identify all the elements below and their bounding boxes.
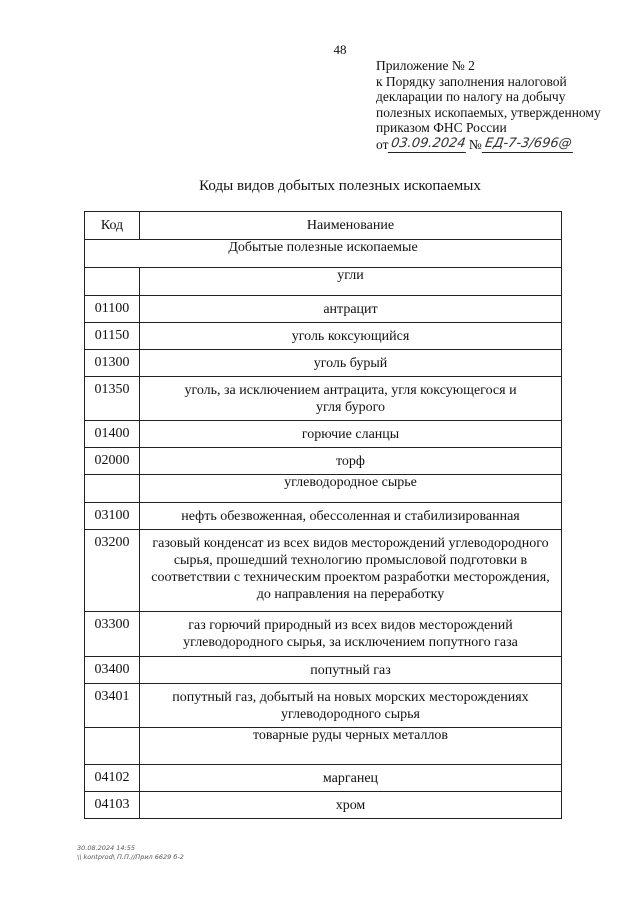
table-row	[85, 296, 562, 323]
header-name: Наименование	[140, 212, 562, 240]
name-cell: уголь, за исключением антрацита, угля коксующегося и угля бурого	[140, 377, 562, 421]
code-cell: 03401	[85, 684, 140, 728]
code-cell: 04102	[85, 765, 140, 792]
group-ferrous: товарные руды черных металлов	[140, 728, 562, 765]
header-code: Код	[85, 212, 140, 240]
code-cell: 02000	[85, 448, 140, 475]
code-cell: 01400	[85, 421, 140, 448]
handwritten-number: ЕД-7-3/696@	[482, 136, 575, 153]
empty-code-cell	[85, 268, 140, 296]
code-cell: 01350	[85, 377, 140, 421]
appendix-line: Приложение № 2	[376, 58, 475, 73]
group-hydrocarbon: углеводородное сырье	[140, 475, 562, 503]
table-row	[85, 350, 562, 377]
appendix-line: приказом ФНС России	[376, 120, 507, 136]
table-row	[85, 503, 562, 530]
name-cell: попутный газ	[140, 657, 562, 684]
table-row	[85, 448, 562, 475]
handwritten-date: 03.09.2024	[388, 136, 469, 153]
name-cell: уголь коксующийся	[140, 323, 562, 350]
code-cell: 01300	[85, 350, 140, 377]
order-reference	[376, 136, 601, 153]
name-cell: горючие сланцы	[140, 421, 562, 448]
table-row	[85, 421, 562, 448]
name-cell: марганец	[140, 765, 562, 792]
name-cell: хром	[140, 792, 562, 819]
code-cell: 01150	[85, 323, 140, 350]
name-cell: нефть обезвоженная, обессоленная и стабилизированная	[140, 503, 562, 530]
name-cell: попутный газ, добытый на новых морских месторождениях углеводородного сырья	[140, 684, 562, 728]
section-row	[85, 240, 562, 268]
name-cell: торф	[140, 448, 562, 475]
appendix-line: декларации по налогу на добычу	[376, 89, 566, 105]
table-row	[85, 612, 562, 657]
codes-table	[84, 211, 562, 819]
group-row	[85, 728, 562, 765]
appendix-line: к Порядку заполнения налоговой	[376, 73, 567, 89]
table-row	[85, 323, 562, 350]
table-row	[85, 530, 562, 612]
group-row	[85, 268, 562, 296]
section-main: Добытые полезные ископаемые	[85, 240, 562, 268]
table-row	[85, 377, 562, 421]
appendix-block	[376, 58, 601, 153]
table-row	[85, 657, 562, 684]
code-cell: 03400	[85, 657, 140, 684]
print-footer	[77, 844, 184, 862]
document-title: Коды видов добытых полезных ископаемых	[199, 178, 481, 194]
table-row	[85, 684, 562, 728]
code-cell: 01100	[85, 296, 140, 323]
footer-path: \\ kontprod\ П.П.//Прил 6629 б-2	[77, 853, 184, 861]
appendix-line: полезных ископаемых, утвержденному	[376, 104, 601, 120]
footer-timestamp: 30.08.2024 14:55	[77, 844, 136, 852]
table-row	[85, 792, 562, 819]
code-cell: 03300	[85, 612, 140, 657]
code-cell: 03100	[85, 503, 140, 530]
number-prefix: №	[468, 136, 482, 152]
name-cell: уголь бурый	[140, 350, 562, 377]
empty-code-cell	[85, 728, 140, 765]
code-cell: 03200	[85, 530, 140, 612]
table-header-row	[85, 212, 562, 240]
group-coal: угли	[140, 268, 562, 296]
table-row	[85, 765, 562, 792]
empty-code-cell	[85, 475, 140, 503]
page-number: 48	[333, 42, 347, 57]
from-prefix: от	[376, 136, 389, 152]
name-cell: газ горючий природный из всех видов месторождений углеводородного сырья, за исключением попутного газа	[140, 612, 562, 657]
group-row	[85, 475, 562, 503]
code-cell: 04103	[85, 792, 140, 819]
name-cell: антрацит	[140, 296, 562, 323]
name-cell: газовый конденсат из всех видов месторождений углеводородного сырья, прошедший технологию промысловой подготовки в соответствии с техническим проектом разработки месторождения, до направления на переработку	[140, 530, 562, 612]
